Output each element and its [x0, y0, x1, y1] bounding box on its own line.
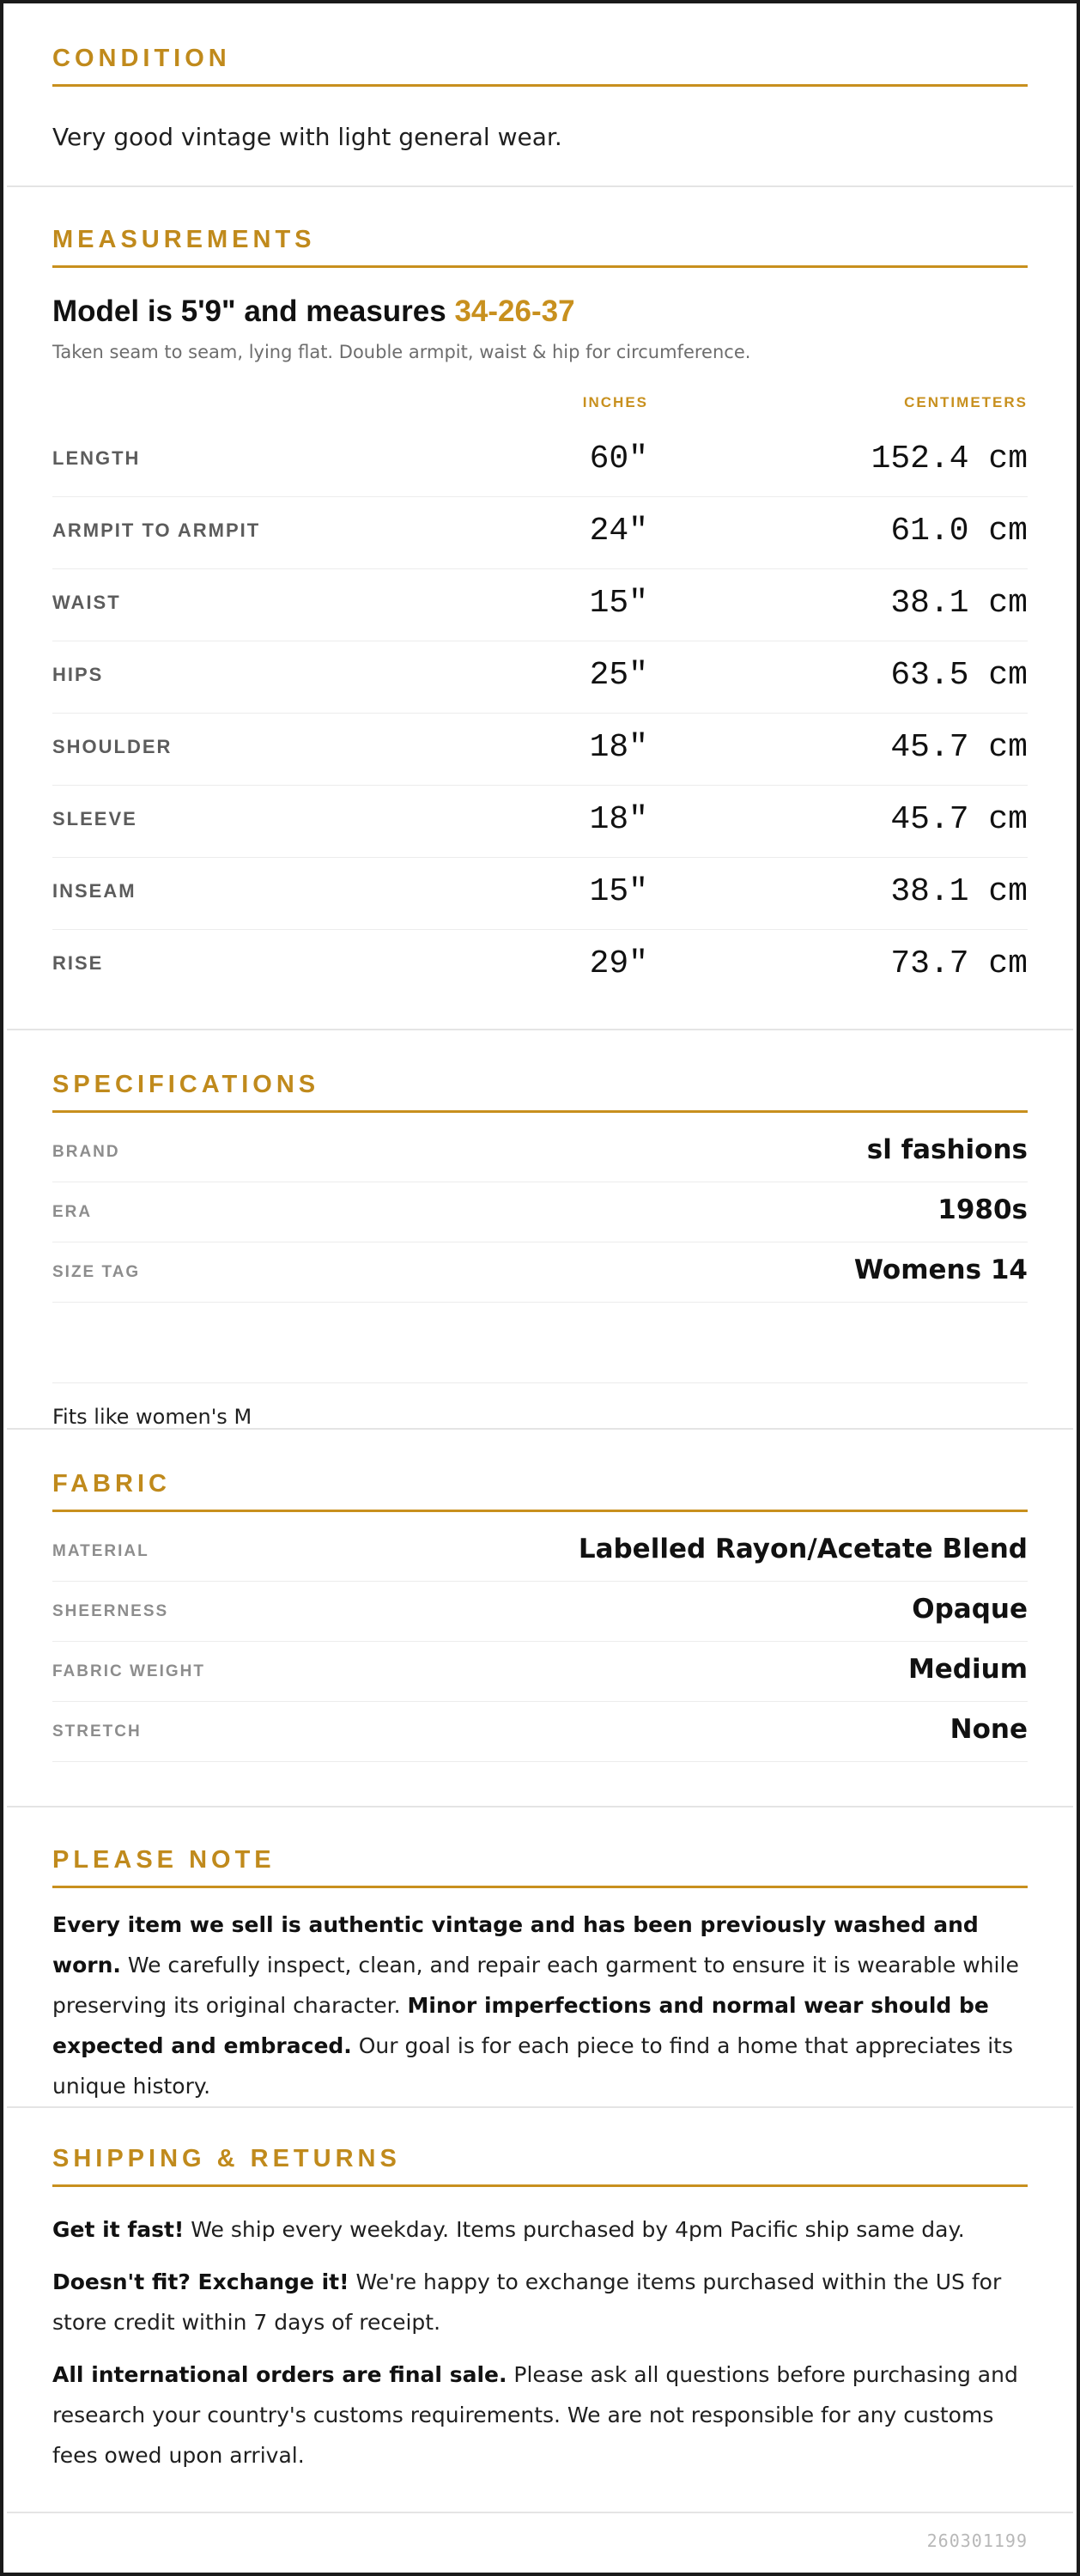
- note-text-2: Our goal is for each piece to find a home that appreciates its unique history.: [52, 2033, 1013, 2099]
- section-divider: [52, 84, 1028, 87]
- measurement-centimeters: 45.7 cm: [890, 729, 1028, 766]
- fabric-heading: FABRIC: [52, 1470, 171, 1498]
- shipping-exchange-bold: Doesn't fit? Exchange it!: [52, 2269, 349, 2294]
- fabric-row: [52, 1522, 1028, 1582]
- model-prefix: Model is 5'9" and measures: [52, 295, 455, 328]
- fabric-value: Opaque: [912, 1594, 1028, 1625]
- fabric-label: SHEERNESS: [52, 1602, 169, 1620]
- section-divider: [52, 1110, 1028, 1113]
- please-note-section: [7, 1807, 1073, 2108]
- measurement-centimeters: 61.0 cm: [890, 513, 1028, 550]
- measurement-label: HIPS: [52, 664, 104, 685]
- note-text-1: We carefully inspect, clean, and repair each garment to ensure it is wearable while preserving its original character.: [52, 1953, 1019, 2018]
- please-note-heading: PLEASE NOTE: [52, 1846, 276, 1874]
- shipping-section: [7, 2108, 1073, 2513]
- fabric-label: FABRIC WEIGHT: [52, 1662, 205, 1680]
- spec-value: sl fashions: [866, 1134, 1028, 1165]
- measurement-label: SLEEVE: [52, 808, 137, 829]
- measurement-inches: 18": [589, 729, 648, 766]
- measurement-label: WAIST: [52, 592, 121, 613]
- item-id: 260301199: [926, 2530, 1028, 2551]
- fit-note: Fits like women's M: [52, 1405, 252, 1429]
- specifications-heading: SPECIFICATIONS: [52, 1071, 320, 1098]
- shipping-paragraph-international: [52, 2354, 1028, 2476]
- measurement-row: [52, 641, 1028, 714]
- shipping-fast-text: We ship every weekday. Items purchased by 4pm Pacific ship same day.: [184, 2217, 965, 2242]
- measurements-section: [7, 187, 1073, 1030]
- please-note-text: [52, 1905, 1028, 2106]
- measurement-inches: 29": [589, 945, 648, 982]
- measurement-row: [52, 786, 1028, 858]
- measurement-centimeters: 63.5 cm: [890, 657, 1028, 694]
- spec-value: 1980s: [937, 1194, 1028, 1225]
- fabric-section: [7, 1430, 1073, 1807]
- measurement-row: [52, 858, 1028, 930]
- model-measures: 34-26-37: [454, 295, 575, 328]
- shipping-exchange-text: We're happy to exchange items purchased within the US for store credit within 7 days of receipt.: [52, 2269, 1002, 2335]
- section-divider: [52, 2184, 1028, 2187]
- measurement-inches: 15": [589, 585, 648, 622]
- measurement-label: ARMPIT TO ARMPIT: [52, 519, 261, 541]
- measurement-row: [52, 425, 1028, 497]
- spec-row: [52, 1182, 1028, 1242]
- measurement-inches: 24": [589, 513, 648, 550]
- measurement-centimeters: 38.1 cm: [890, 585, 1028, 622]
- note-bold-1: Every item we sell is authentic vintage and has been previously washed and worn.: [52, 1912, 979, 1978]
- shipping-paragraph-fast: [52, 2209, 1028, 2250]
- spec-value: Womens 14: [853, 1255, 1028, 1285]
- measurement-inches: 60": [589, 440, 648, 477]
- measurement-centimeters: 38.1 cm: [890, 873, 1028, 910]
- condition-section: [7, 3, 1073, 187]
- section-divider: [52, 1886, 1028, 1888]
- fabric-row: [52, 1582, 1028, 1642]
- condition-heading: CONDITION: [52, 45, 231, 72]
- spec-row: [52, 1242, 1028, 1303]
- specifications-section: [7, 1030, 1073, 1430]
- note-bold-2: Minor imperfections and normal wear should be expected and embraced.: [52, 1993, 989, 2058]
- measurement-inches: 15": [589, 873, 648, 910]
- measurement-centimeters: 152.4 cm: [871, 440, 1028, 477]
- shipping-international-text: Please ask all questions before purchasing and research your country's customs requirements. We are not responsible for any customs fees owed upon arrival.: [52, 2362, 1018, 2468]
- fabric-value: None: [950, 1714, 1028, 1745]
- fit-note-divider: [52, 1382, 1028, 1383]
- shipping-paragraph-exchange: [52, 2262, 1028, 2342]
- spec-row: [52, 1122, 1028, 1182]
- condition-text: Very good vintage with light general wear.: [52, 123, 562, 151]
- fabric-row: [52, 1702, 1028, 1762]
- section-divider: [52, 265, 1028, 268]
- measurement-label: RISE: [52, 952, 104, 974]
- fabric-label: MATERIAL: [52, 1542, 149, 1560]
- measurement-inches: 18": [589, 801, 648, 838]
- measurement-label: SHOULDER: [52, 736, 173, 757]
- measurement-centimeters: 73.7 cm: [890, 945, 1028, 982]
- fabric-value: Medium: [907, 1654, 1028, 1685]
- inches-column-header: INCHES: [582, 394, 648, 410]
- measurements-heading: MEASUREMENTS: [52, 226, 316, 253]
- fabric-value: Labelled Rayon/Acetate Blend: [578, 1534, 1028, 1564]
- measurement-label: LENGTH: [52, 447, 141, 469]
- spec-label: SIZE TAG: [52, 1263, 141, 1281]
- shipping-international-bold: All international orders are final sale.: [52, 2362, 507, 2387]
- measurement-row: [52, 930, 1028, 1002]
- measurement-row: [52, 569, 1028, 641]
- shipping-fast-bold: Get it fast!: [52, 2217, 185, 2242]
- fabric-row: [52, 1642, 1028, 1702]
- measurement-inches: 25": [589, 657, 648, 694]
- measurement-row: [52, 497, 1028, 569]
- shipping-heading: SHIPPING & RETURNS: [52, 2145, 401, 2172]
- model-measures-line: [52, 295, 575, 329]
- measurement-label: INSEAM: [52, 880, 137, 902]
- section-divider: [52, 1510, 1028, 1512]
- spec-label: BRAND: [52, 1143, 120, 1161]
- fabric-label: STRETCH: [52, 1722, 142, 1741]
- centimeters-column-header: CENTIMETERS: [904, 394, 1028, 410]
- spec-label: ERA: [52, 1203, 93, 1221]
- measurement-row: [52, 714, 1028, 786]
- measurement-note: Taken seam to seam, lying flat. Double armpit, waist & hip for circumference.: [52, 342, 751, 362]
- measurement-centimeters: 45.7 cm: [890, 801, 1028, 838]
